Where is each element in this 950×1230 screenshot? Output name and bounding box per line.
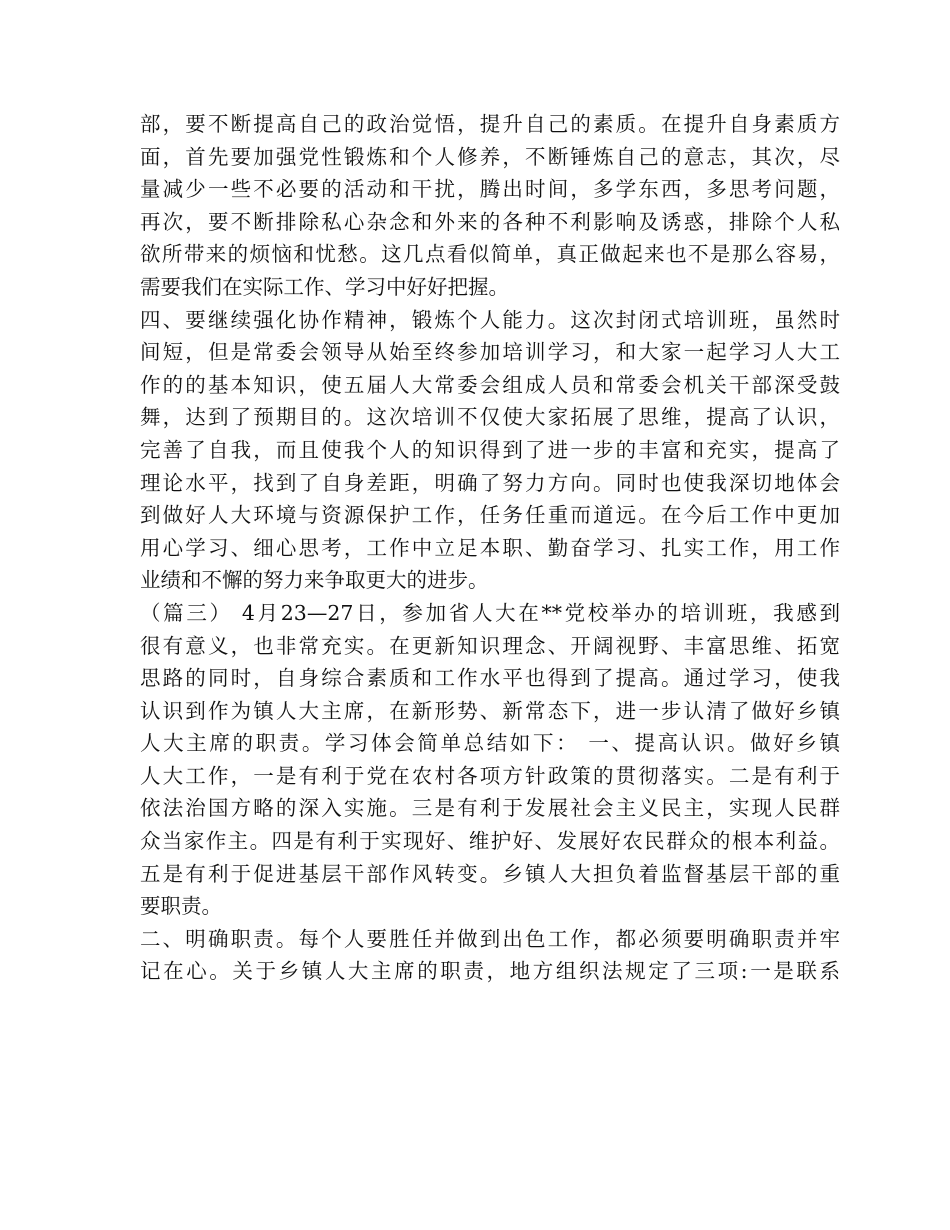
text-line: 依法治国方略的深入实施。三是有利于发展社会主义民主，实现人民群 xyxy=(140,796,840,821)
text-line: 理论水平，找到了自身差距，明确了努力方向。同时也使我深切地体会 xyxy=(140,470,840,495)
text-line: 部，要不断提高自己的政治觉悟，提升自己的素质。在提升自身素质方 xyxy=(140,112,840,136)
text-line: 要职责。 xyxy=(140,894,222,919)
text-line: 认识到作为镇人大主席，在新形势、新常态下，进一步认清了做好乡镇 xyxy=(140,698,840,723)
text-line: （篇三） 4月23—27日，参加省人大在**党校举办的培训班，我感到 xyxy=(140,600,840,625)
text-line: 完善了自我，而且使我个人的知识得到了进一步的丰富和充实，提高了 xyxy=(140,437,840,462)
text-line: 思路的同时，自身综合素质和工作水平也得到了提高。通过学习，使我 xyxy=(140,666,840,691)
text-line: 到做好人大环境与资源保护工作，任务任重而道远。在今后工作中更加 xyxy=(140,503,840,528)
text-line: 需要我们在实际工作、学习中好好把握。 xyxy=(140,274,509,299)
text-line: 欲所带来的烦恼和忧愁。这几点看似简单，真正做起来也不是那么容易， xyxy=(140,242,840,267)
text-line: 作的的基本知识，使五届人大常委会组成人员和常委会机关干部深受鼓 xyxy=(140,372,840,397)
text-line: 很有意义，也非常充实。在更新知识理念、开阔视野、丰富思维、拓宽 xyxy=(140,633,840,658)
text-line: 业绩和不懈的努力来争取更大的进步。 xyxy=(140,568,489,593)
text-line: 用心学习、细心思考，工作中立足本职、勤奋学习、扎实工作，用工作 xyxy=(140,535,840,560)
text-line: 人大主席的职责。学习体会简单总结如下： 一、提高认识。做好乡镇 xyxy=(140,731,840,756)
text-line: 舞，达到了预期目的。这次培训不仅使大家拓展了思维，提高了认识， xyxy=(140,405,840,430)
text-line: 四、要继续强化协作精神，锻炼个人能力。这次封闭式培训班，虽然时 xyxy=(140,307,840,332)
text-line: 记在心。关于乡镇人大主席的职责，地方组织法规定了三项:一是联系 xyxy=(140,959,840,984)
text-line: 众当家作主。四是有利于实现好、维护好、发展好农民群众的根本利益。 xyxy=(140,829,840,854)
text-line: 量减少一些不必要的活动和干扰，腾出时间，多学东西，多思考问题， xyxy=(140,177,840,202)
text-line: 二、明确职责。每个人要胜任并做到出色工作，都必须要明确职责并牢 xyxy=(140,926,840,951)
body-text xyxy=(140,108,840,988)
text-line: 间短，但是常委会领导从始至终参加培训学习，和大家一起学习人大工 xyxy=(140,340,840,365)
text-line: 五是有利于促进基层干部作风转变。乡镇人大担负着监督基层干部的重 xyxy=(140,861,840,886)
text-line: 再次，要不断排除私心杂念和外来的各种不利影响及诱惑，排除个人私 xyxy=(140,209,840,234)
text-line: 面，首先要加强党性锻炼和个人修养，不断锤炼自己的意志，其次，尽 xyxy=(140,144,840,169)
text-line: 人大工作，一是有利于党在农村各项方针政策的贯彻落实。二是有利于 xyxy=(140,763,840,788)
